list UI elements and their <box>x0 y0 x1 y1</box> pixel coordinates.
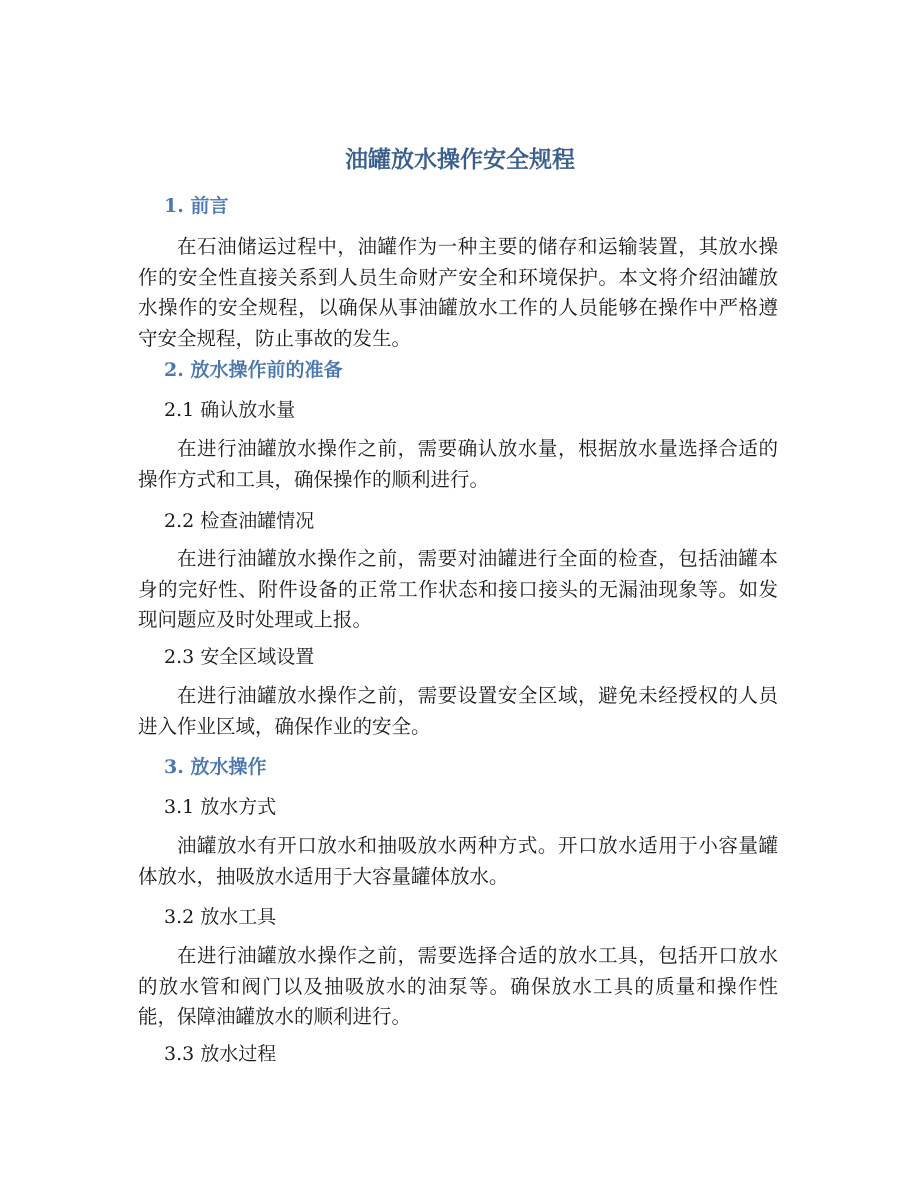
subsection-paragraph-2-1: 在进行油罐放水操作之前，需要确认放水量，根据放水量选择合适的操作方式和工具，确保操作的顺利进行。 <box>138 437 778 491</box>
subsection-paragraph-3-2: 在进行油罐放水操作之前，需要选择合适的放水工具，包括开口放水的放水管和阀门以及抽吸放水的油泵等。确保放水工具的质量和操作性能，保障油罐放水的顺利进行。 <box>138 944 778 1028</box>
subsection-heading-3-2: 3.2 放水工具 <box>164 906 277 928</box>
section-paragraph-1: 在石油储运过程中，油罐作为一种主要的储存和运输装置，其放水操作的安全性直接关系到人员生命财产安全和环境保护。本文将介绍油罐放水操作的安全规程，以确保从事油罐放水工作的人员能够在操作中严格遵守安全规程，防止事故的发生。 <box>138 235 778 350</box>
subsection-heading-2-3: 2.3 安全区域设置 <box>164 646 315 668</box>
document-title: 油罐放水操作安全规程 <box>345 146 575 173</box>
subsection-heading-2-1: 2.1 确认放水量 <box>164 399 296 421</box>
subsection-paragraph-2-2: 在进行油罐放水操作之前，需要对油罐进行全面的检查，包括油罐本身的完好性、附件设备的正常工作状态和接口接头的无漏油现象等。如发现问题应及时处理或上报。 <box>138 547 778 631</box>
subsection-heading-3-1: 3.1 放水方式 <box>164 796 277 818</box>
subsection-heading-2-2: 2.2 检查油罐情况 <box>164 510 315 532</box>
section-heading-1: 1. 前言 <box>164 195 229 217</box>
section-heading-3: 3. 放水操作 <box>164 756 267 778</box>
subsection-heading-3-3: 3.3 放水过程 <box>164 1043 277 1065</box>
subsection-paragraph-2-3: 在进行油罐放水操作之前，需要设置安全区域，避免未经授权的人员进入作业区域，确保作业的安全。 <box>138 684 778 738</box>
subsection-paragraph-3-1: 油罐放水有开口放水和抽吸放水两种方式。开口放水适用于小容量罐体放水，抽吸放水适用于大容量罐体放水。 <box>138 834 778 888</box>
section-heading-2: 2. 放水操作前的准备 <box>164 359 343 381</box>
